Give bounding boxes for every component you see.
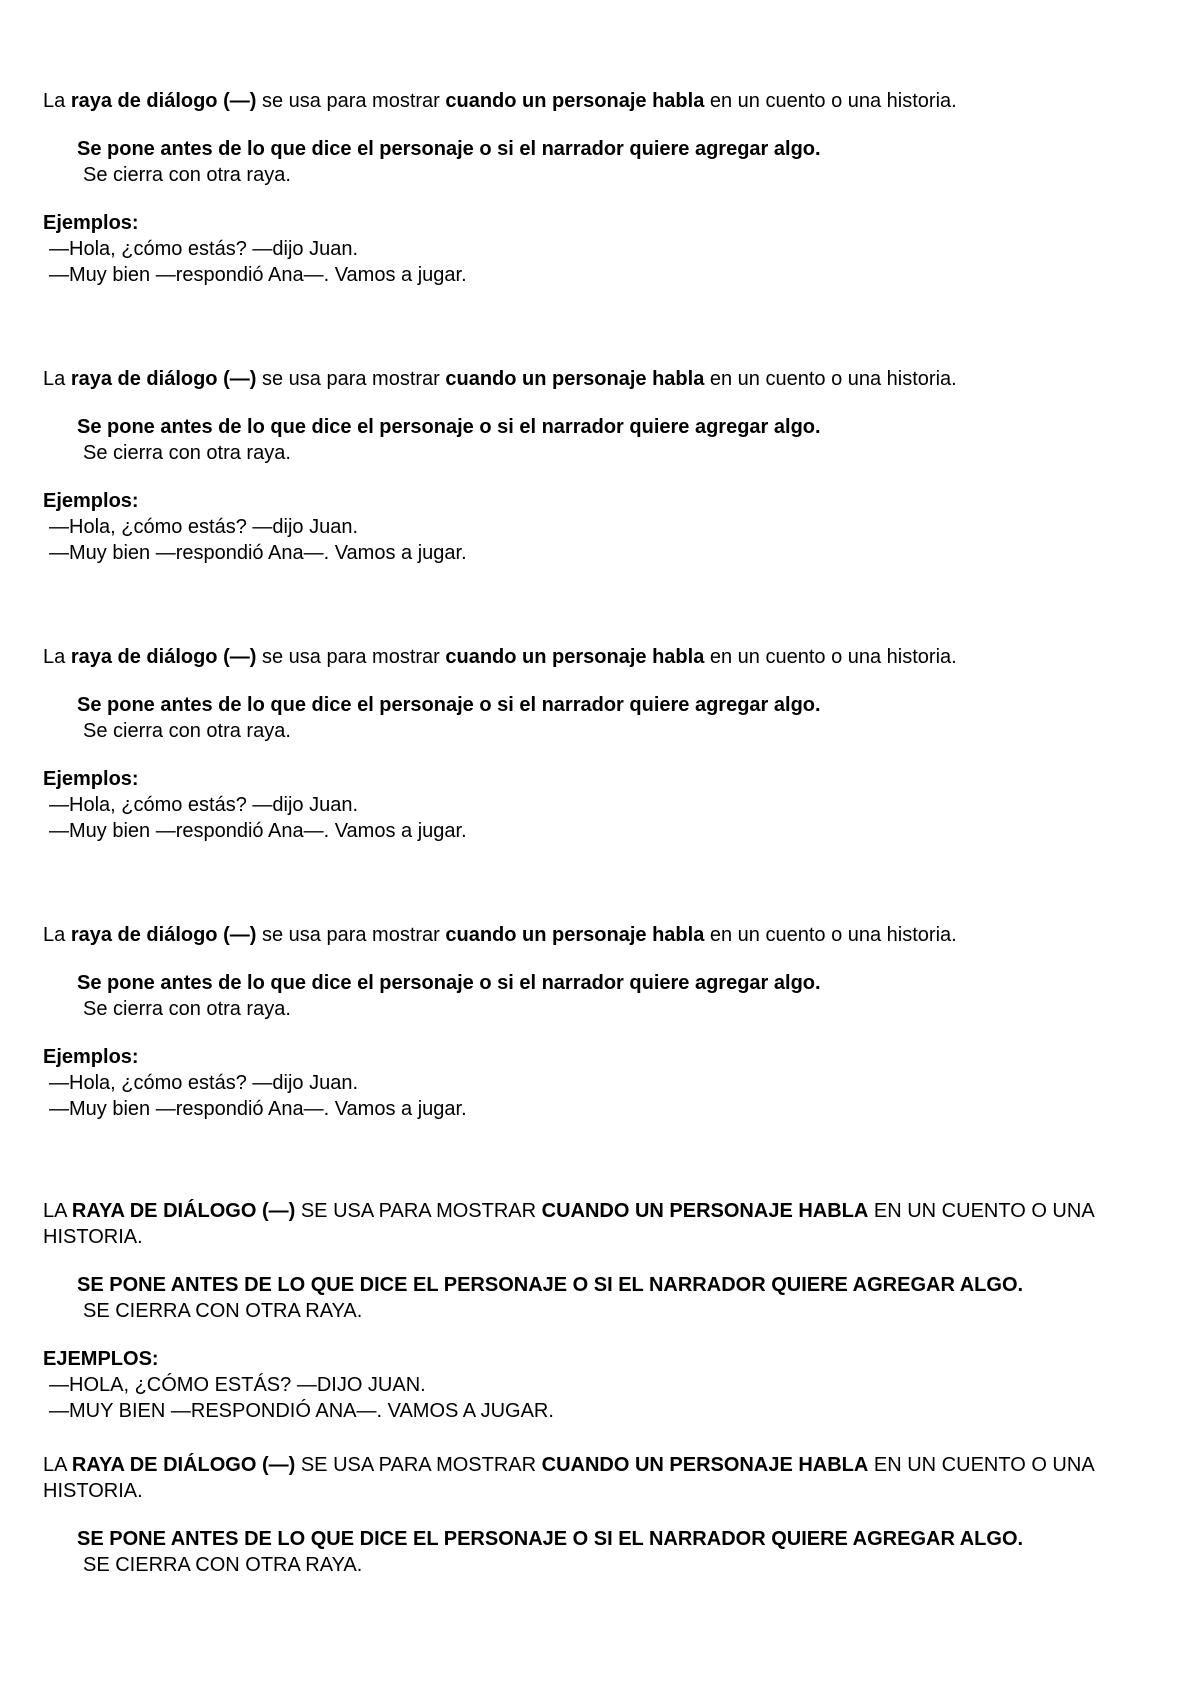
example-line: —Hola, ¿cómo estás? —dijo Juan. <box>49 794 359 816</box>
intro-bold-term: RAYA DE DIÁLOGO (—) <box>71 1200 296 1222</box>
examples-heading: Ejemplos: <box>43 1046 139 1068</box>
intro-bold-phrase: cuando un personaje habla <box>445 924 705 946</box>
dialogue-rule-block-1 <box>43 88 1173 288</box>
dialogue-rule-block-4 <box>43 922 1173 1122</box>
intro-bold-phrase: cuando un personaje habla <box>445 368 705 390</box>
closing-line: Se cierra con otra raya. <box>83 442 291 464</box>
rule-line: SE PONE ANTES DE LO QUE DICE EL PERSONAJE O SI EL NARRADOR QUIERE AGREGAR ALGO. <box>77 1274 1024 1296</box>
example-line: —Muy bien —respondió Ana—. Vamos a jugar. <box>49 542 467 564</box>
intro-bold-phrase: CUANDO UN PERSONAJE HABLA <box>541 1454 869 1476</box>
intro-text: se usa para mostrar <box>256 90 446 112</box>
intro-text: se usa para mostrar <box>256 368 446 390</box>
intro-bold-term: raya de diálogo (—) <box>70 90 257 112</box>
intro-bold-term: raya de diálogo (—) <box>70 924 257 946</box>
intro-bold-term: raya de diálogo (—) <box>70 368 257 390</box>
intro-text: EN UN CUENTO O UNA HISTORIA. <box>43 1454 1094 1502</box>
intro-paragraph <box>43 1452 1173 1504</box>
examples-heading: Ejemplos: <box>43 212 139 234</box>
intro-text: EN UN CUENTO O UNA HISTORIA. <box>43 1200 1094 1248</box>
intro-paragraph <box>43 922 1173 948</box>
intro-text: LA <box>43 1454 72 1476</box>
intro-bold-phrase: cuando un personaje habla <box>445 90 705 112</box>
closing-line: SE CIERRA CON OTRA RAYA. <box>83 1554 363 1576</box>
examples-heading: Ejemplos: <box>43 768 139 790</box>
closing-line: SE CIERRA CON OTRA RAYA. <box>83 1300 363 1322</box>
intro-text: La <box>43 368 71 390</box>
intro-text: en un cuento o una historia. <box>704 368 957 390</box>
example-line: —Hola, ¿cómo estás? —dijo Juan. <box>49 516 359 538</box>
closing-line: Se cierra con otra raya. <box>83 164 291 186</box>
intro-text: en un cuento o una historia. <box>704 646 957 668</box>
rule-line: SE PONE ANTES DE LO QUE DICE EL PERSONAJE O SI EL NARRADOR QUIERE AGREGAR ALGO. <box>77 1528 1024 1550</box>
intro-text: en un cuento o una historia. <box>704 924 957 946</box>
example-line: —MUY BIEN —RESPONDIÓ ANA—. VAMOS A JUGAR. <box>49 1400 554 1422</box>
intro-text: La <box>43 646 71 668</box>
examples-heading: Ejemplos: <box>43 490 139 512</box>
rule-line: Se pone antes de lo que dice el personaje o si el narrador quiere agregar algo. <box>77 416 821 438</box>
dialogue-rule-block-3 <box>43 644 1173 844</box>
intro-paragraph <box>43 644 1173 670</box>
intro-paragraph <box>43 1198 1173 1250</box>
example-line: —Hola, ¿cómo estás? —dijo Juan. <box>49 238 359 260</box>
dialogue-rule-block-2 <box>43 366 1173 566</box>
example-line: —Muy bien —respondió Ana—. Vamos a jugar. <box>49 1098 467 1120</box>
rule-line: Se pone antes de lo que dice el personaje o si el narrador quiere agregar algo. <box>77 972 821 994</box>
intro-bold-phrase: CUANDO UN PERSONAJE HABLA <box>541 1200 869 1222</box>
intro-text: La <box>43 924 71 946</box>
rule-line: Se pone antes de lo que dice el personaje o si el narrador quiere agregar algo. <box>77 694 821 716</box>
example-line: —HOLA, ¿CÓMO ESTÁS? —DIJO JUAN. <box>49 1374 426 1396</box>
intro-text: SE USA PARA MOSTRAR <box>295 1454 542 1476</box>
examples-heading: EJEMPLOS: <box>43 1348 159 1370</box>
closing-line: Se cierra con otra raya. <box>83 998 291 1020</box>
intro-text: se usa para mostrar <box>256 646 446 668</box>
intro-bold-phrase: cuando un personaje habla <box>445 646 705 668</box>
closing-line: Se cierra con otra raya. <box>83 720 291 742</box>
rule-line: Se pone antes de lo que dice el personaje o si el narrador quiere agregar algo. <box>77 138 821 160</box>
intro-text: SE USA PARA MOSTRAR <box>295 1200 542 1222</box>
example-line: —Muy bien —respondió Ana—. Vamos a jugar. <box>49 264 467 286</box>
intro-text: se usa para mostrar <box>256 924 446 946</box>
intro-bold-term: RAYA DE DIÁLOGO (—) <box>71 1454 296 1476</box>
intro-text: LA <box>43 1200 72 1222</box>
intro-bold-term: raya de diálogo (—) <box>70 646 257 668</box>
intro-paragraph <box>43 88 1173 114</box>
intro-paragraph <box>43 366 1173 392</box>
dialogue-rule-block-uppercase-1 <box>43 1198 1173 1424</box>
example-line: —Hola, ¿cómo estás? —dijo Juan. <box>49 1072 359 1094</box>
dialogue-rule-block-uppercase-2 <box>43 1452 1173 1578</box>
intro-text: La <box>43 90 71 112</box>
intro-text: en un cuento o una historia. <box>704 90 957 112</box>
example-line: —Muy bien —respondió Ana—. Vamos a jugar. <box>49 820 467 842</box>
